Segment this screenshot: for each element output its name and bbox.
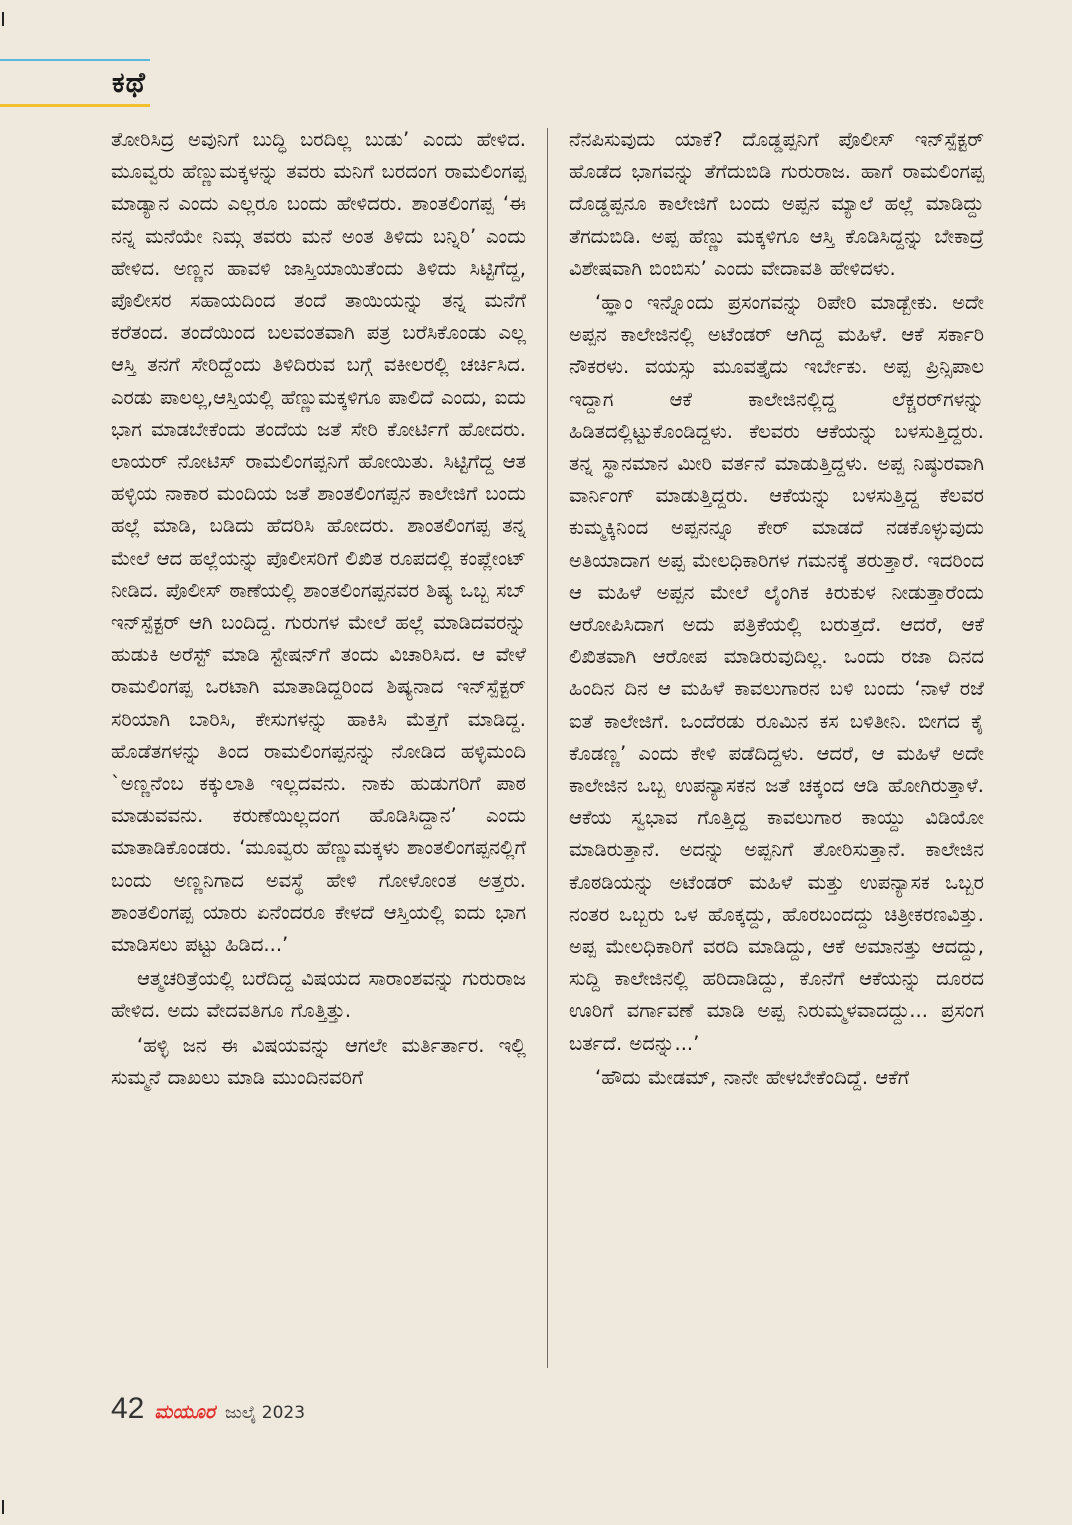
crop-mark [2,12,4,26]
paragraph: ‘ಹ್ಞಾಂ ಇನ್ನೊಂದು ಪ್ರಸಂಗವನ್ನು ರಿಪೇರಿ ಮಾಡ್ಬೇಕು. ಅದೇ ಅಪ್ಪನ ಕಾಲೇಜಿನಲ್ಲಿ ಅಟೆಂಡರ್ ಆಗಿದ್ದ ಮಹಿಳೆ. ಆಕೆ ಸರ್ಕಾರಿ ನೌಕರಳು. ವಯಸ್ಸು ಮೂವತ್ತೈದು ಇರ್ಬೇಕು. ಅಪ್ಪ ಪ್ರಿನ್ಸಿಪಾಲ ಇದ್ದಾಗ ಆಕೆ ಕಾಲೇಜಿನಲ್ಲಿದ್ದ ಲೆಕ್ಚರರ್‌ಗಳನ್ನು ಹಿಡಿತದಲ್ಲಿಟ್ಟುಕೊಂಡಿದ್ದಳು. ಕೆಲವರು ಆಕೆಯನ್ನು ಬಳಸುತ್ತಿದ್ದರು. ತನ್ನ ಸ್ಥಾನಮಾನ ಮೀರಿ ವರ್ತನೆ ಮಾಡುತ್ತಿದ್ದಳು. ಅಪ್ಪ ನಿಷ್ಠುರವಾಗಿ ವಾರ್ನಿಂಗ್ ಮಾಡುತ್ತಿದ್ದರು. ಆಕೆಯನ್ನು ಬಳಸುತ್ತಿದ್ದ ಕೆಲವರ ಕುಮ್ಮಕ್ಕಿನಿಂದ ಅಪ್ಪನನ್ನೂ ಕೇರ್ ಮಾಡದೆ ನಡಕೊಳ್ಳುವುದು ಅತಿಯಾದಾಗ ಅಪ್ಪ ಮೇಲಧಿಕಾರಿಗಳ ಗಮನಕ್ಕೆ ತರುತ್ತಾರೆ. ಇದರಿಂದ ಆ ಮಹಿಳೆ ಅಪ್ಪನ ಮೇಲೆ ಲೈಂಗಿಕ ಕಿರುಕುಳ ನೀಡುತ್ತಾರೆಂದು ಆರೋಪಿಸಿದಾಗ ಅದು ಪತ್ರಿಕೆಯಲ್ಲಿ ಬರುತ್ತದೆ. ಆದರೆ, ಆಕೆ ಲಿಖಿತವಾಗಿ ಆರೋಪ ಮಾಡಿರುವುದಿಲ್ಲ. ಒಂದು ರಜಾ ದಿನದ ಹಿಂದಿನ ದಿನ ಆ ಮಹಿಳೆ ಕಾವಲುಗಾರನ ಬಳಿ ಬಂದು ‘ನಾಳೆ ರಜೆ ಐತೆ ಕಾಲೇಜಿಗೆ. ಒಂದೆರಡು ರೂಮಿನ ಕಸ ಬಳಿತೀನಿ. ಬೀಗದ ಕೈ ಕೊಡಣ್ಣ’ ಎಂದು ಕೇಳಿ ಪಡೆದಿದ್ದಳು. ಆದರೆ, ಆ ಮಹಿಳೆ ಅದೇ ಕಾಲೇಜಿನ ಒಬ್ಬ ಉಪನ್ಯಾಸಕನ ಜತೆ ಚಕ್ಕಂದ ಆಡಿ ಹೋಗಿರುತ್ತಾಳೆ. ಆಕೆಯ ಸ್ವಭಾವ ಗೊತ್ತಿದ್ದ ಕಾವಲುಗಾರ ಕಾಯ್ದು ವಿಡಿಯೋ ಮಾಡಿರುತ್ತಾನೆ. ಅದನ್ನು ಅಪ್ಪನಿಗೆ ತೋರಿಸುತ್ತಾನೆ. ಕಾಲೇಜಿನ ಕೊಠಡಿಯನ್ನು ಅಟೆಂಡರ್ ಮಹಿಳೆ ಮತ್ತು ಉಪನ್ಯಾಸಕ ಒಬ್ಬರ ನಂತರ ಒಬ್ಬರು ಒಳ ಹೊಕ್ಕದ್ದು, ಹೊರಬಂದದ್ದು ಚಿತ್ರೀಕರಣವಿತ್ತು. ಅಪ್ಪ ಮೇಲಧಿಕಾರಿಗೆ ವರದಿ ಮಾಡಿದ್ದು, ಆಕೆ ಅಮಾನತ್ತು ಆದದ್ದು, ಸುದ್ದಿ ಕಾಲೇಜಿನಲ್ಲಿ ಹರಿದಾಡಿದ್ದು, ಕೊನೆಗೆ ಆಕೆಯನ್ನು ದೂರದ ಊರಿಗೆ ವರ್ಗಾವಣೆ ಮಾಡಿ ಅಪ್ಪ ನಿರುಮ್ಮಳವಾದದ್ದು... ಪ್ರಸಂಗ ಬರ್ತದೆ. ಅದನ್ನು...’ [569,291,984,1055]
paragraph: ಆತ್ಮಚರಿತ್ರೆಯಲ್ಲಿ ಬರೆದಿದ್ದ ವಿಷಯದ ಸಾರಾಂಶವನ್ನು ಗುರುರಾಜ ಹೇಳಿದ. ಅದು ವೇದವತಿಗೂ ಗೊತ್ತಿತ್ತು. [111,967,526,1023]
paragraph: ‘ಹಳ್ಳಿ ಜನ ಈ ವಿಷಯವನ್ನು ಆಗಲೇ ಮರ್ತಿರ್ತಾರ. ಇಲ್ಲಿ ಸುಮ್ಮನೆ ದಾಖಲು ಮಾಡಿ ಮುಂದಿನವರಿಗೆ [111,1033,526,1089]
header-rule-blue [0,59,150,61]
magazine-logo: ಮಯೂರ [154,1401,215,1423]
paragraph: ನೆನಪಿಸುವುದು ಯಾಕೆ? ದೊಡ್ಡಪ್ಪನಿಗೆ ಪೊಲೀಸ್ ಇನ್‌ಸ್ಪೆಕ್ಟರ್ ಹೊಡೆದ ಭಾಗವನ್ನು ತೆಗೆದುಬಿಡಿ ಗುರುರಾಜ. ಹಾಗೆ ರಾಮಲಿಂಗಪ್ಪ ದೊಡ್ಡಪ್ಪನೂ ಕಾಲೇಜಿಗೆ ಬಂದು ಅಪ್ಪನ ಮ್ಯಾಲೆ ಹಲ್ಲೆ ಮಾಡಿದ್ದು ತೆಗದುಬಿಡಿ. ಅಪ್ಪ ಹೆಣ್ಣು ಮಕ್ಕಳಿಗೂ ಆಸ್ತಿ ಕೊಡಿಸಿದ್ದನ್ನು ಬೇಕಾದ್ರೆ ವಿಶೇಷವಾಗಿ ಬಿಂಬಿಸು’ ಎಂದು ವೇದಾವತಿ ಹೇಳಿದಳು. [569,128,984,280]
page-footer [111,1392,305,1428]
page-number: 42 [111,1392,145,1425]
paragraph: ತೋರಿಸಿದ್ರ ಅವುನಿಗೆ ಬುದ್ಧಿ ಬರದಿಲ್ಲ ಬುಡು’ ಎಂದು ಹೇಳಿದ. ಮೂವ್ವರು ಹೆಣ್ಣುಮಕ್ಕಳನ್ನು ತವರು ಮನಿಗೆ ಬರದಂಗ ರಾಮಲಿಂಗಪ್ಪ ಮಾಡ್ಯಾನ ಎಂದು ಎಲ್ಲರೂ ಬಂದು ಹೇಳಿದರು. ಶಾಂತಲಿಂಗಪ್ಪ ‘ಈ ನನ್ನ ಮನೆಯೇ ನಿಮ್ಗ ತವರು ಮನೆ ಅಂತ ತಿಳಿದು ಬನ್ನಿರಿ’ ಎಂದು ಹೇಳಿದ. ಅಣ್ಣನ ಹಾವಳಿ ಜಾಸ್ತಿಯಾಯಿತೆಂದು ತಿಳಿದು ಸಿಟ್ಟಿಗೆದ್ದ, ಪೊಲೀಸರ ಸಹಾಯದಿಂದ ತಂದೆ ತಾಯಿಯನ್ನು ತನ್ನ ಮನೆಗೆ ಕರೆತಂದ. ತಂದೆಯಿಂದ ಬಲವಂತವಾಗಿ ಪತ್ರ ಬರೆಸಿಕೊಂಡು ಎಲ್ಲ ಆಸ್ತಿ ತನಗೆ ಸೇರಿದ್ದೆಂದು ತಿಳಿದಿರುವ ಬಗ್ಗೆ ವಕೀಲರಲ್ಲಿ ಚರ್ಚಿಸಿದ. ಎರಡು ಪಾಲಲ್ಲ,ಆಸ್ತಿಯಲ್ಲಿ ಹೆಣ್ಣುಮಕ್ಕಳಿಗೂ ಪಾಲಿದೆ ಎಂದು, ಐದು ಭಾಗ ಮಾಡಬೇಕೆಂದು ತಂದೆಯ ಜತೆ ಸೇರಿ ಕೋರ್ಟಿಗೆ ಹೋದರು. ಲಾಯರ್ ನೋಟಿಸ್ ರಾಮಲಿಂಗಪ್ಪನಿಗೆ ಹೋಯಿತು. ಸಿಟ್ಟಿಗೆದ್ದ ಆತ ಹಳ್ಳಿಯ ನಾಕಾರ ಮಂದಿಯ ಜತೆ ಶಾಂತಲಿಂಗಪ್ಪನ ಕಾಲೇಜಿಗೆ ಬಂದು ಹಲ್ಲೆ ಮಾಡಿ, ಬಡಿದು ಹೆದರಿಸಿ ಹೋದರು. ಶಾಂತಲಿಂಗಪ್ಪ ತನ್ನ ಮೇಲೆ ಆದ ಹಲ್ಲೆಯನ್ನು ಪೊಲೀಸರಿಗೆ ಲಿಖಿತ ರೂಪದಲ್ಲಿ ಕಂಪ್ಲೇಂಟ್ ನೀಡಿದ. ಪೊಲೀಸ್ ಠಾಣೆಯಲ್ಲಿ ಶಾಂತಲಿಂಗಪ್ಪನವರ ಶಿಷ್ಯ ಒಬ್ಬ ಸಬ್ ಇನ್‌ಸ್ಪೆಕ್ಟರ್ ಆಗಿ ಬಂದಿದ್ದ. ಗುರುಗಳ ಮೇಲೆ ಹಲ್ಲೆ ಮಾಡಿದವರನ್ನು ಹುಡುಕಿ ಅರೆಸ್ಟ್ ಮಾಡಿ ಸ್ಟೇಷನ್‌ಗೆ ತಂದು ವಿಚಾರಿಸಿದ. ಆ ವೇಳೆ ರಾಮಲಿಂಗಪ್ಪ ಒರಟಾಗಿ ಮಾತಾಡಿದ್ದರಿಂದ ಶಿಷ್ಯನಾದ ಇನ್‌ಸ್ಪೆಕ್ಟರ್ ಸರಿಯಾಗಿ ಬಾರಿಸಿ, ಕೇಸುಗಳನ್ನು ಹಾಕಿಸಿ ಮೆತ್ತಗೆ ಮಾಡಿದ್ದ. ಹೊಡೆತಗಳನ್ನು ತಿಂದ ರಾಮಲಿಂಗಪ್ಪನನ್ನು ನೋಡಿದ ಹಳ್ಳಿಮಂದಿ `ಅಣ್ಣನೆಂಬ ಕಕ್ಕುಲಾತಿ ಇಲ್ಲದವನು. ನಾಕು ಹುಡುಗರಿಗೆ ಪಾಠ ಮಾಡುವವನು. ಕರುಣೆಯಿಲ್ಲದಂಗ ಹೊಡಿಸಿದ್ದಾನ’ ಎಂದು ಮಾತಾಡಿಕೊಂಡರು. ‘ಮೂವ್ವರು ಹೆಣ್ಣುಮಕ್ಕಳು ಶಾಂತಲಿಂಗಪ್ಪನಲ್ಲಿಗೆ ಬಂದು ಅಣ್ಣನಿಗಾದ ಅವಸ್ಥೆ ಹೇಳಿ ಗೋಳೋಂತ ಅತ್ತರು. ಶಾಂತಲಿಂಗಪ್ಪ ಯಾರು ಏನೆಂದರೂ ಕೇಳದೆ ಆಸ್ತಿಯಲ್ಲಿ ಐದು ಭಾಗ ಮಾಡಿಸಲು ಪಟ್ಟು ಹಿಡಿದ...’ [111,128,526,957]
paragraph: ‘ಹೌದು ಮೇಡಮ್, ನಾನೇ ಹೇಳಬೇಕೆಂದಿದ್ದೆ. ಆಕೆಗೆ [595,1065,910,1089]
crop-mark [2,1500,4,1514]
header-rule-yellow [0,104,150,107]
column-divider [547,128,548,1368]
right-column [569,124,984,1094]
issue-date: ಜುಲೈ 2023 [224,1403,306,1423]
left-column [111,124,526,1094]
section-title: ಕಥೆ [112,66,146,99]
